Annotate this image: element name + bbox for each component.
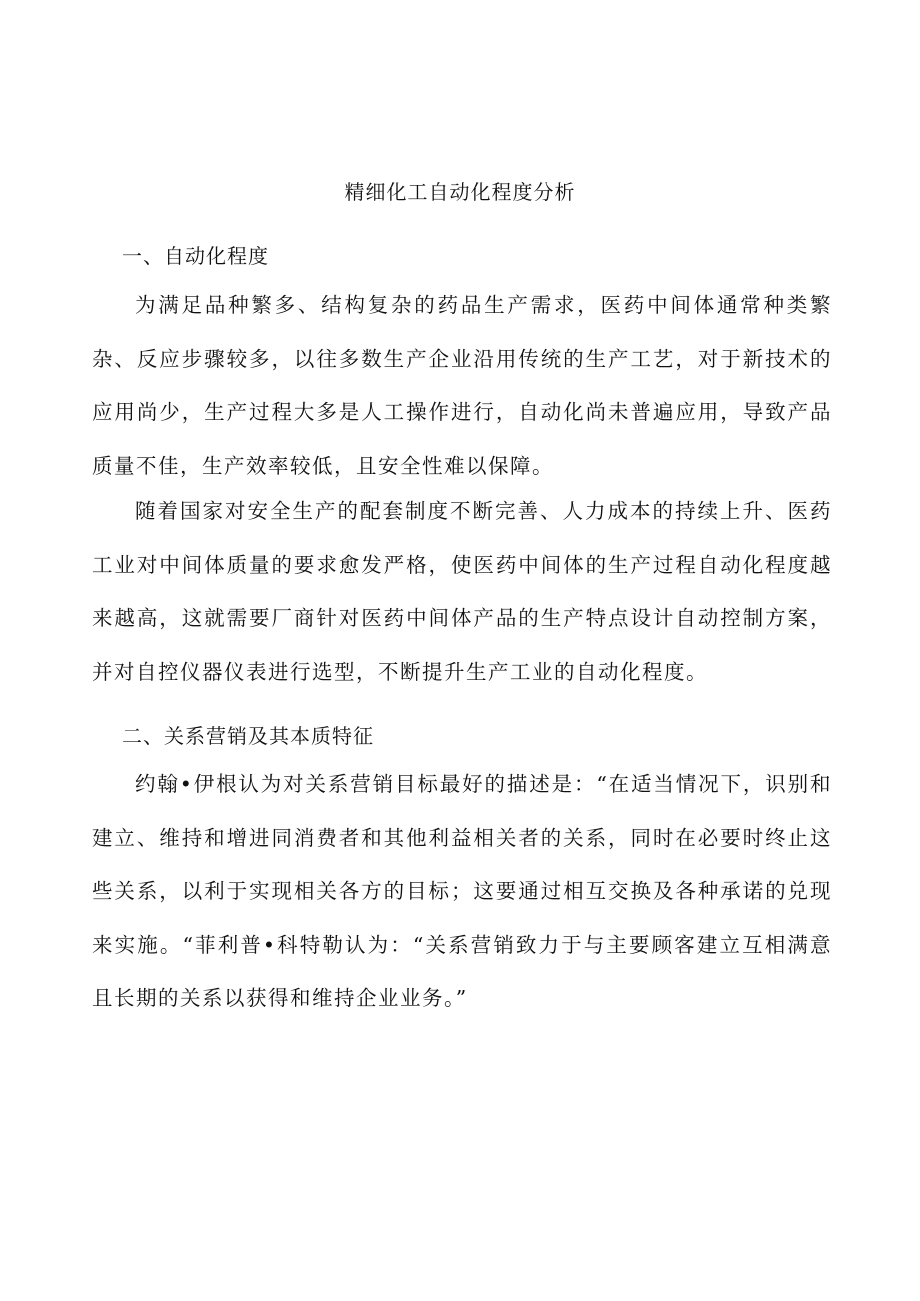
section-heading-automation: 一、自动化程度: [122, 244, 269, 268]
section-heading-relationship-marketing: 二、关系营销及其本质特征: [122, 724, 374, 748]
document-title: 精细化工自动化程度分析: [344, 180, 576, 204]
paragraph-automation-1: 为满足品种繁多、结构复杂的药品生产需求，医药中间体通常种类繁杂、反应步骤较多，以往多数生产企业沿用传统的生产工艺，对于新技术的应用尚少，生产过程大多是人工操作进行，自动化尚未普遍应用，导致产品质量不佳，生产效率较低，且安全性难以保障。: [92, 293, 832, 478]
paragraph-automation-2: 随着国家对安全生产的配套制度不断完善、人力成本的持续上升、医药工业对中间体质量的要求愈发严格，使医药中间体的生产过程自动化程度越来越高，这就需要厂商针对医药中间体产品的生产特点设计自动控制方案，并对自控仪器仪表进行选型，不断提升生产工业的自动化程度。: [92, 499, 832, 684]
paragraph-relationship-marketing: 约翰•伊根认为对关系营销目标最好的描述是：“在适当情况下，识别和建立、维持和增进同消费者和其他利益相关者的关系，同时在必要时终止这些关系，以利于实现相关各方的目标；这要通过相互交换及各种承诺的兑现来实施。“菲利普•科特勒认为：“关系营销致力于与主要顾客建立互相满意且长期的关系以获得和维持企业业务。”: [92, 772, 832, 1010]
